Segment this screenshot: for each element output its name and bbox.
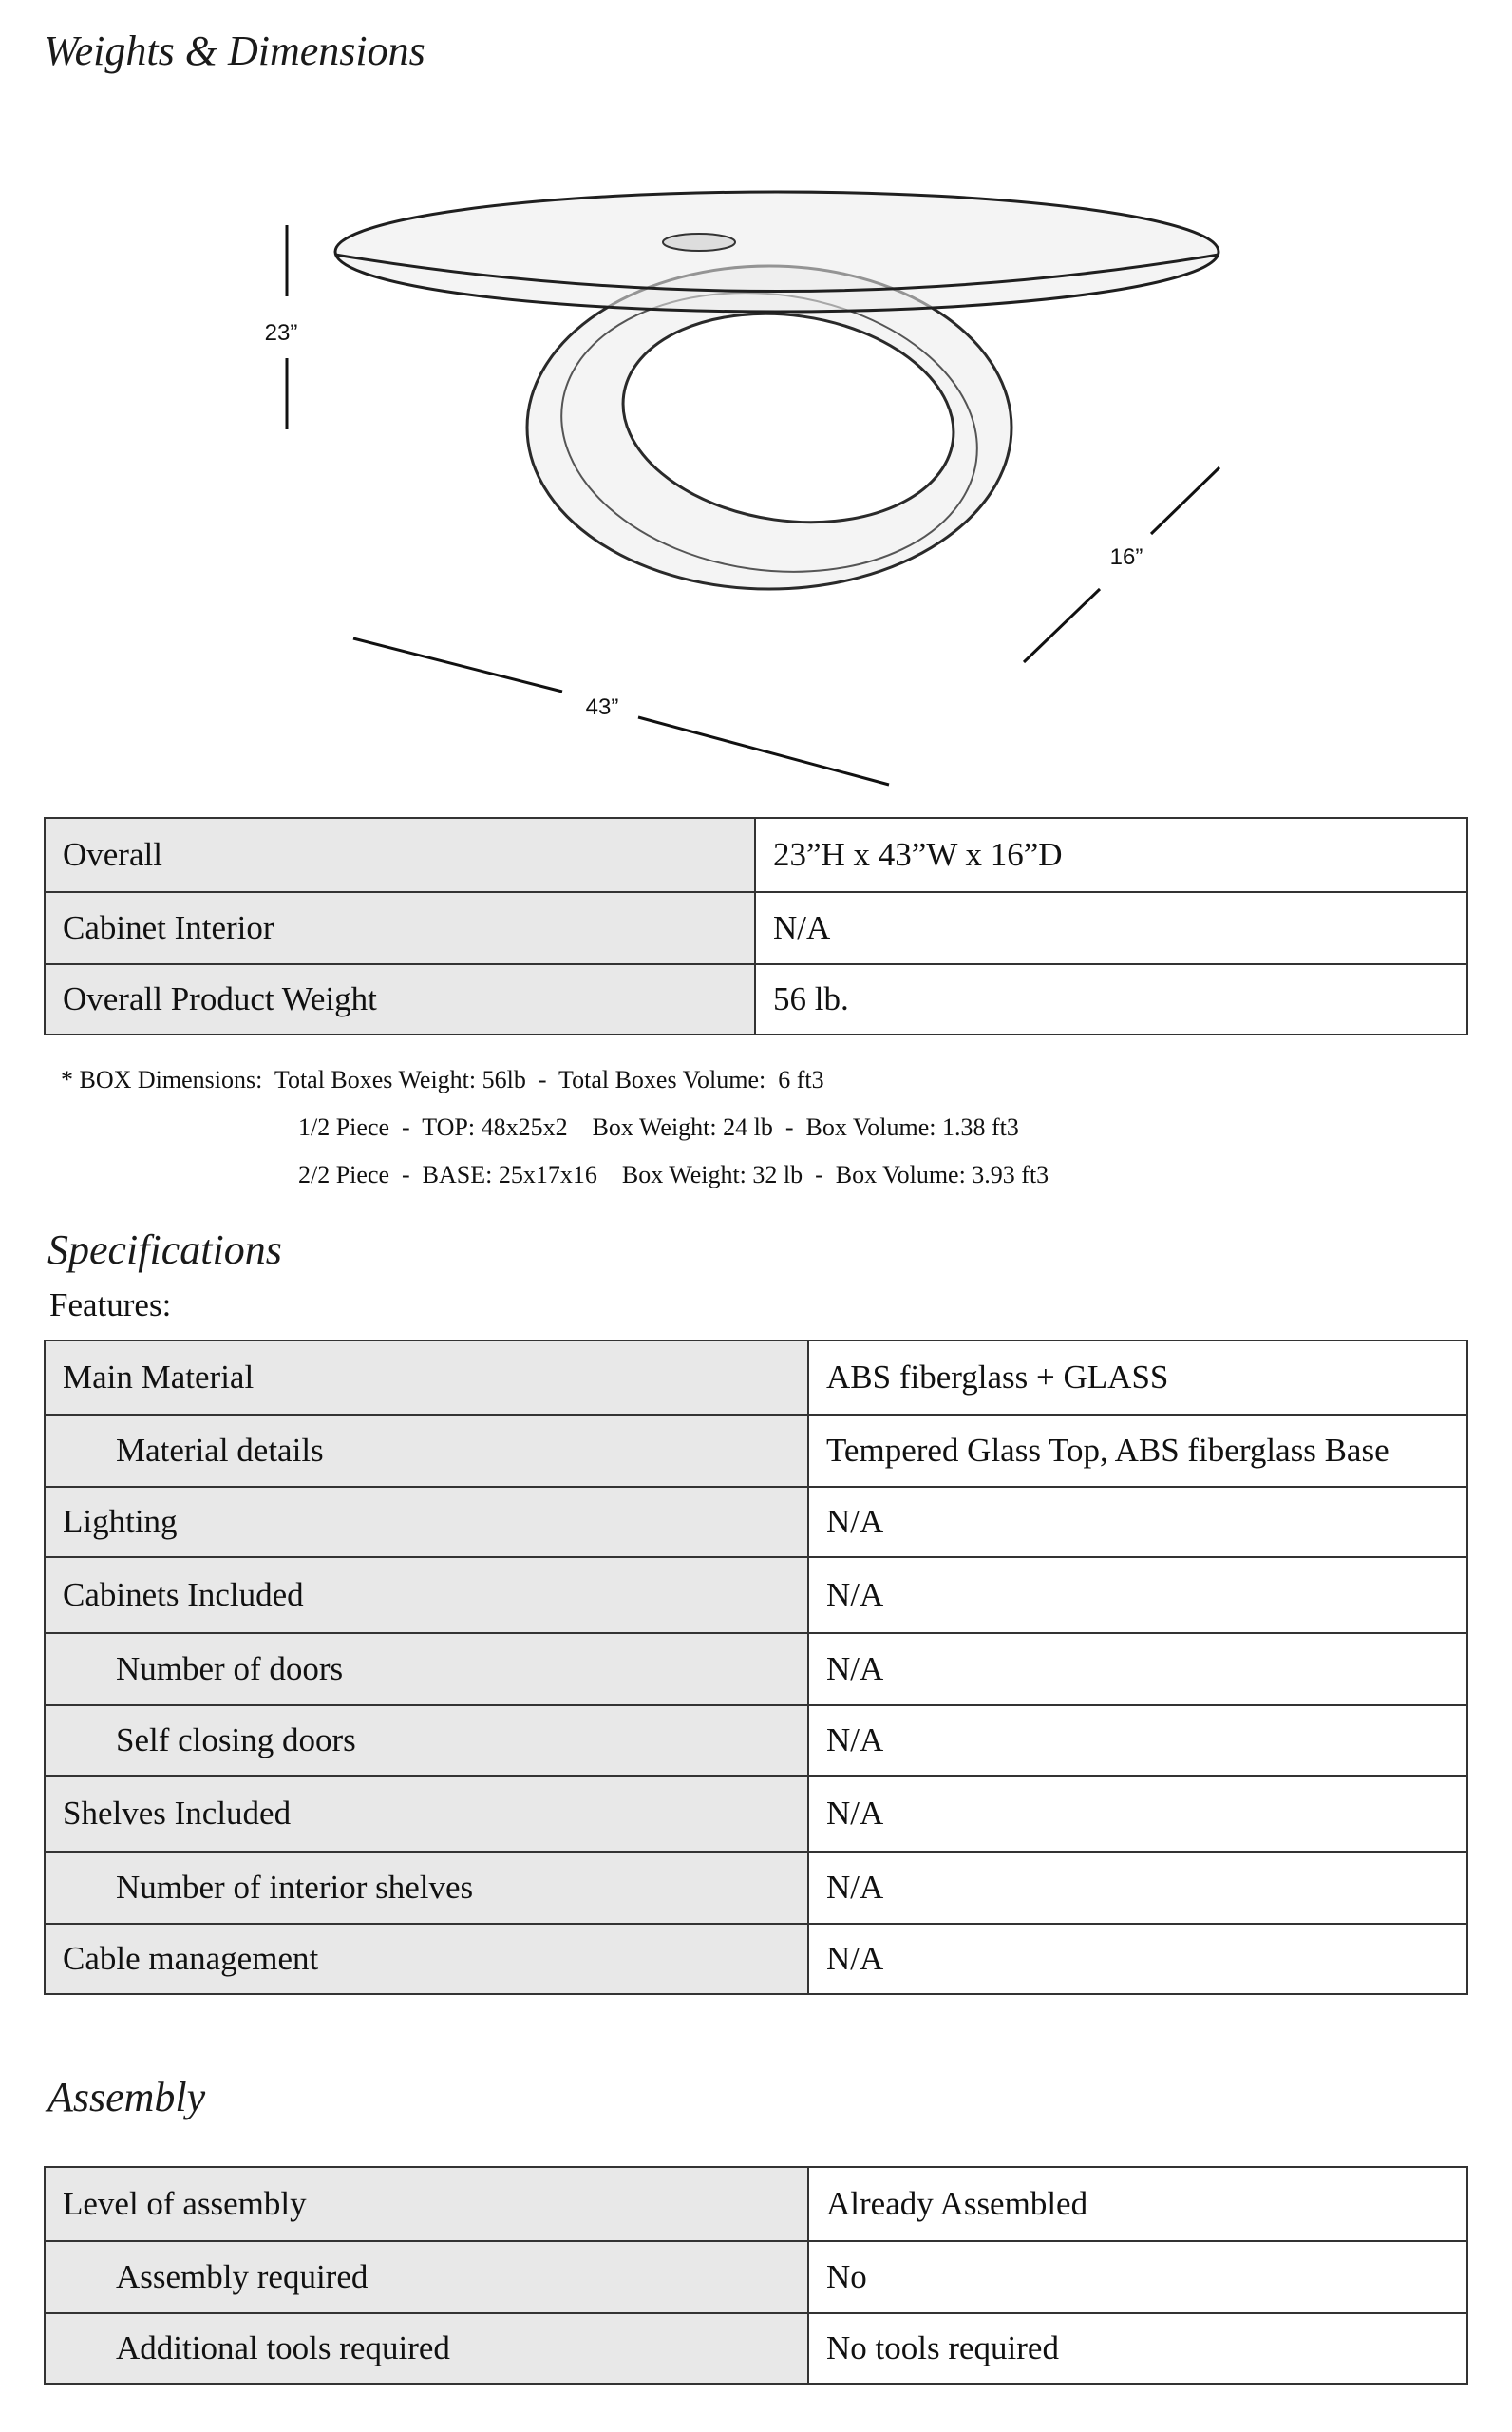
depth-dimension-line-upper [1151, 467, 1219, 534]
row-value: N/A [755, 892, 1467, 964]
row-value: 56 lb. [755, 964, 1467, 1035]
width-dimension-label: 43” [585, 694, 619, 720]
row-label: Cabinets Included [45, 1557, 808, 1633]
row-label: Self closing doors [45, 1705, 808, 1776]
row-label: Main Material [45, 1340, 808, 1415]
table-row [45, 2241, 1467, 2313]
row-value: N/A [808, 1487, 1467, 1557]
weights-table [44, 817, 1468, 1036]
row-label: Overall [45, 818, 755, 892]
row-label: Level of assembly [45, 2167, 808, 2241]
box-note-total: * BOX Dimensions: Total Boxes Weight: 56lb - Total Boxes Volume: 6 ft3 [61, 1066, 824, 1093]
coffee-table-dimension-drawing [0, 180, 1512, 808]
table-glass-top [335, 192, 1219, 312]
row-value: N/A [808, 1924, 1467, 1994]
features-label: Features: [49, 1286, 172, 1323]
table-row [45, 1705, 1467, 1776]
table-row [45, 2313, 1467, 2384]
row-label: Cabinet Interior [45, 892, 755, 964]
specifications-title: Specifications [47, 1226, 282, 1273]
row-label: Number of interior shelves [45, 1852, 808, 1924]
row-value: ABS fiberglass + GLASS [808, 1340, 1467, 1415]
table-top-cap [663, 234, 735, 251]
table-row [45, 892, 1467, 964]
table-row [45, 964, 1467, 1035]
row-value: N/A [808, 1852, 1467, 1924]
row-label: Assembly required [45, 2241, 808, 2313]
table-row [45, 1924, 1467, 1994]
row-label: Material details [45, 1415, 808, 1487]
row-value: 23”H x 43”W x 16”D [755, 818, 1467, 892]
box-note-base: 2/2 Piece - BASE: 25x17x16 Box Weight: 32 lb - Box Volume: 3.93 ft3 [298, 1161, 1049, 1188]
row-value: N/A [808, 1705, 1467, 1776]
table-row [45, 1487, 1467, 1557]
specifications-table [44, 1340, 1468, 1995]
assembly-table [44, 2166, 1468, 2384]
row-label: Shelves Included [45, 1776, 808, 1852]
table-row [45, 1415, 1467, 1487]
row-value: N/A [808, 1557, 1467, 1633]
row-value: Tempered Glass Top, ABS fiberglass Base [808, 1415, 1467, 1487]
table-row [45, 818, 1467, 892]
box-note-top: 1/2 Piece - TOP: 48x25x2 Box Weight: 24 lb - Box Volume: 1.38 ft3 [298, 1113, 1019, 1141]
row-label: Overall Product Weight [45, 964, 755, 1035]
row-label: Lighting [45, 1487, 808, 1557]
depth-dimension-label: 16” [1109, 544, 1143, 570]
assembly-title: Assembly [47, 2074, 206, 2120]
width-dimension-line-right [638, 717, 889, 785]
row-value: No [808, 2241, 1467, 2313]
table-row [45, 1633, 1467, 1705]
table-row [45, 1776, 1467, 1852]
table-row [45, 2167, 1467, 2241]
table-row [45, 1557, 1467, 1633]
row-label: Cable management [45, 1924, 808, 1994]
weights-dimensions-title: Weights & Dimensions [44, 28, 425, 74]
depth-dimension-line-lower [1024, 589, 1100, 662]
table-row [45, 1852, 1467, 1924]
row-value: N/A [808, 1776, 1467, 1852]
row-label: Number of doors [45, 1633, 808, 1705]
row-label: Additional tools required [45, 2313, 808, 2384]
width-dimension-line-left [353, 638, 562, 692]
row-value: N/A [808, 1633, 1467, 1705]
table-row [45, 1340, 1467, 1415]
height-dimension-label: 23” [264, 320, 298, 346]
row-value: No tools required [808, 2313, 1467, 2384]
box-dimensions-notes [61, 1056, 1049, 1199]
row-value: Already Assembled [808, 2167, 1467, 2241]
